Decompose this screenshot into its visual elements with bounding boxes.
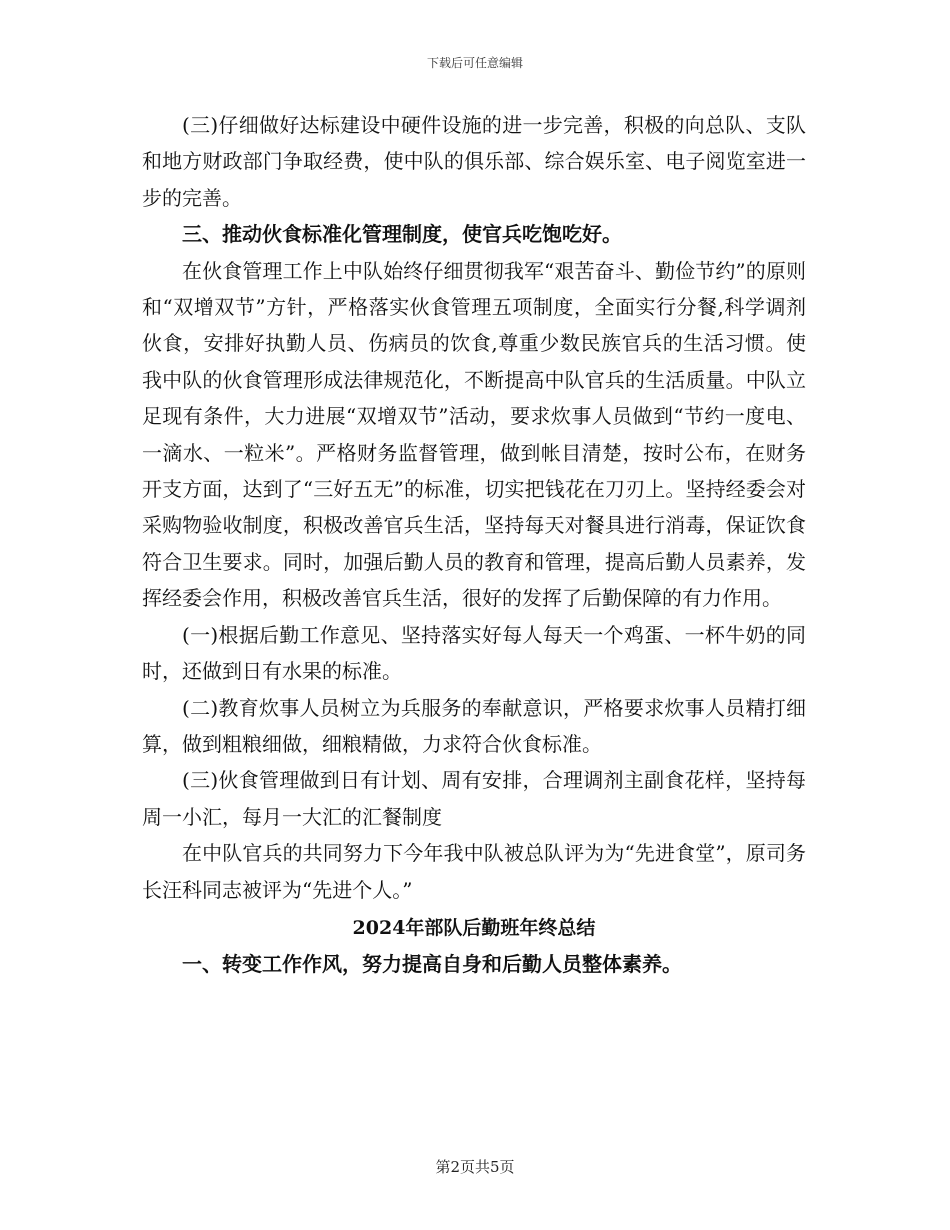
document-body	[142, 107, 806, 983]
paragraph-item-one: (一)根据后勤工作意见、坚持落实好每人每天一个鸡蛋、一杯牛奶的同时，还做到日有水果的标准。	[142, 622, 806, 684]
paragraph-item-two: (二)教育炊事人员树立为兵服务的奉献意识，严格要求炊事人员精打细算，做到粗粮细做，细粮精做，力求符合伙食标准。	[142, 695, 806, 756]
section-title: 2024年部队后勤班年终总结	[352, 916, 596, 939]
paragraph-food-management: 在伙食管理工作上中队始终仔细贯彻我军“艰苦奋斗、勤俭节约”的原则和“双增双节”方针，严格落实伙食管理五项制度，全面实行分餐,科学调剂伙食，安排好执勤人员、伤病员的饮食,尊重少数民族官兵的生活习惯。使我中队的伙食管理形成法律规范化，不断提高中队官兵的生活质量。中队立足现有条件，大力进展“双增双节”活动，要求炊事人员做到“节约一度电、一滴水、一粒米”。严格财务监督管理，做到帐目清楚，按时公布，在财务开支方面，达到了“三好五无”的标准，切实把钱花在刀刃上。坚持经委会对采购物验收制度，积极改善官兵生活，坚持每天对餐具进行消毒，保证饮食符合卫生要求。同时，加强后勤人员的教育和管理，提高后勤人员素养，发挥经委会作用，积极改善官兵生活，很好的发挥了后勤保障的有力作用。	[142, 258, 806, 611]
page-number: 第2页共5页	[435, 1158, 515, 1176]
paragraph-item-three: (三)伙食管理做到日有计划、周有安排，合理调剂主副食花样，坚持每周一小汇，每月一大汇的汇餐制度	[142, 768, 806, 829]
paragraph-awards: 在中队官兵的共同努力下今年我中队被总队评为为“先进食堂”，原司务长汪科同志被评为“先进个人。”	[142, 841, 806, 902]
paragraph-hardware-facilities: (三)仔细做好达标建设中硬件设施的进一步完善，积极的向总队、支队和地方财政部门争取经费，使中队的俱乐部、综合娱乐室、电子阅览室进一步的完善。	[142, 113, 806, 210]
header-note: 下载后可任意编辑	[426, 56, 523, 70]
section-heading: 一、转变工作作风，努力提高自身和后勤人员整体素养。	[182, 952, 682, 977]
heading-food-management: 三、推动伙食标准化管理制度，使官兵吃饱吃好。	[182, 222, 622, 247]
